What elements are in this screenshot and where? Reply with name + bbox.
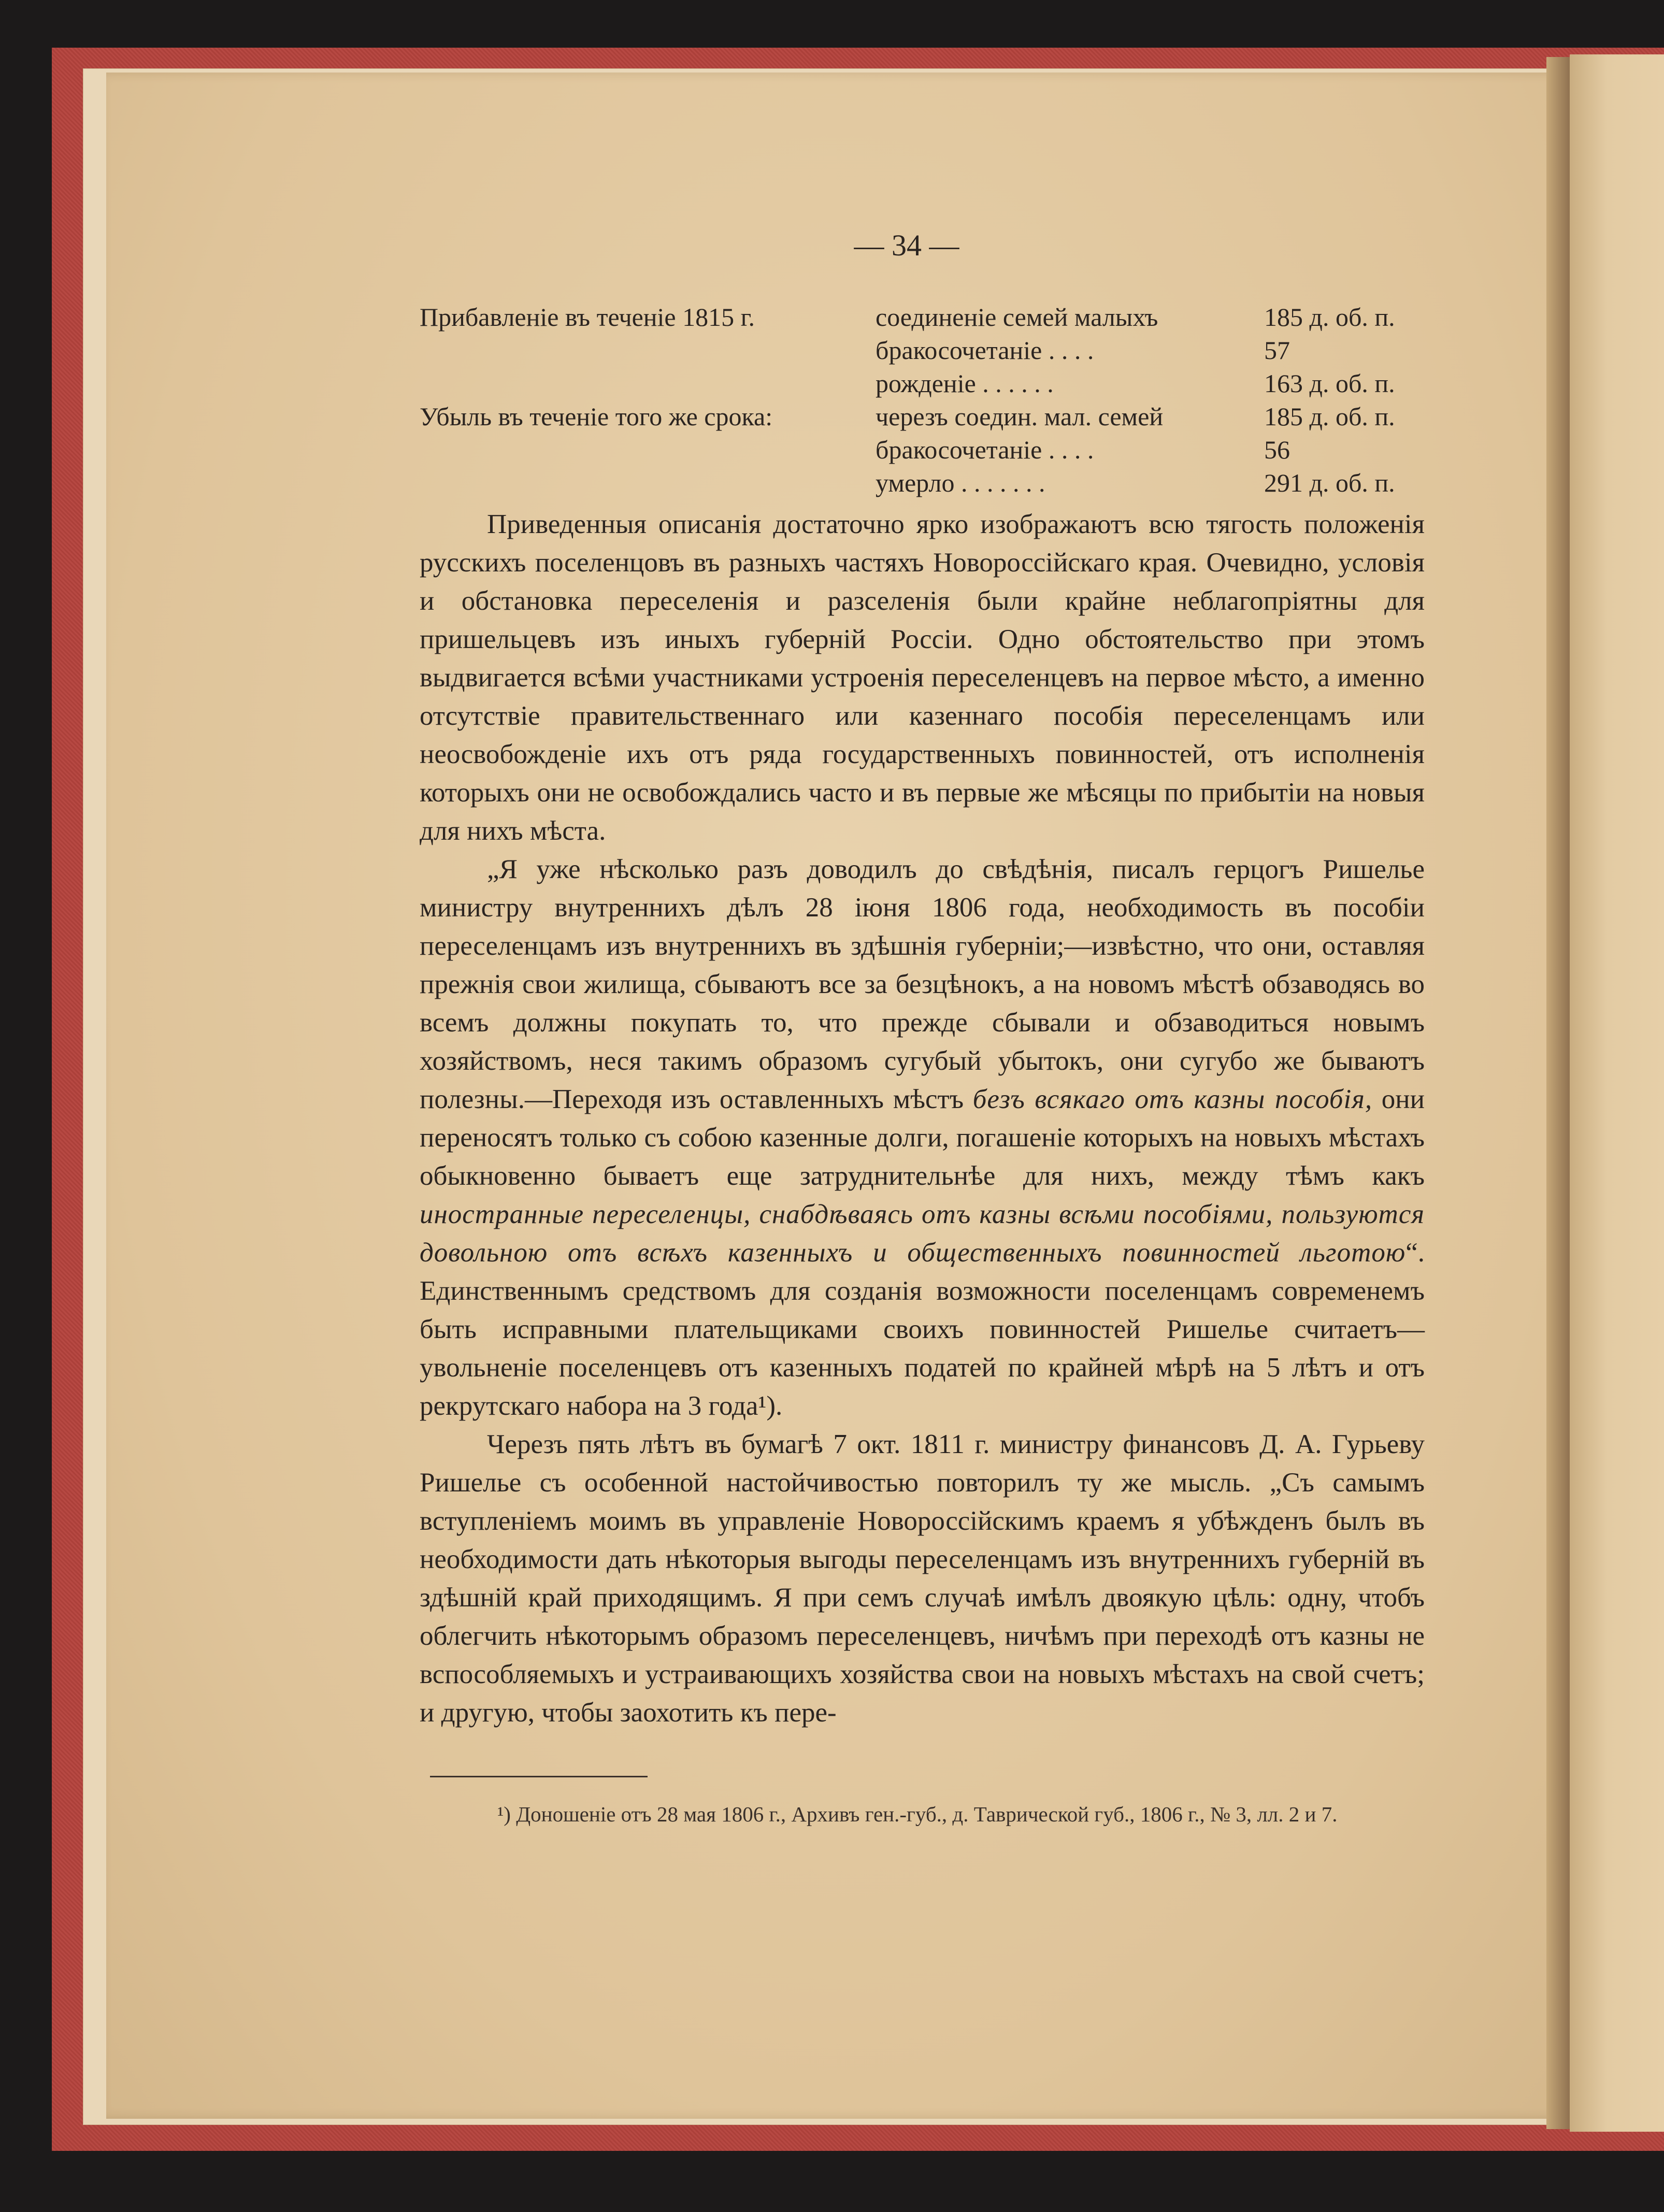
paragraph-1: Приведенныя описанія достаточно ярко изображаютъ всю тягость положенія русскихъ поселенцовъ въ разныхъ частяхъ Новороссійскаго края. Очевидно, условія и обстановка переселенія и разселенія были крайне неблагопріятны для пришельцевъ изъ иныхъ губерній Россіи. Одно обстоятельство при этомъ выдвигается всѣми участниками устроенія переселенцевъ на первое мѣсто, а именно отсутствіе правительственнаго или казеннаго пособія переселенцамъ или неосвобожденіе ихъ отъ ряда государственныхъ повинностей, отъ исполненія которыхъ они не освобождались часто и въ первые же мѣсяцы по прибытіи на новыя для нихъ мѣста.	[420, 509, 1425, 846]
row-value: 185 д. об. п.	[1264, 303, 1395, 332]
quote-emphasis-1: безъ всякаго отъ казны пособія,	[972, 1084, 1373, 1114]
row-value: 56	[1264, 435, 1290, 464]
footnote-ref: ¹).	[758, 1391, 783, 1421]
row-item: умерло . . . . . . .	[876, 468, 1045, 497]
table-row	[420, 400, 1425, 433]
row-value: 163 д. об. п.	[1264, 369, 1395, 398]
table-row	[420, 334, 1425, 367]
row-item: бракосочетаніе . . . .	[876, 336, 1094, 365]
row-label: Убыль въ теченіе того же срока:	[420, 402, 773, 431]
row-item: рожденіе . . . . . .	[876, 369, 1054, 398]
row-value: 185 д. об. п.	[1264, 402, 1395, 431]
row-label	[420, 466, 876, 499]
quote-part-a: „Я уже нѣсколько разъ доводилъ до свѣдѣнія, писалъ герцогъ Ришелье министру внутреннихъ дѣлъ 28 іюня 1806 года, необходимость въ пособіи переселенцамъ изъ внутреннихъ въ здѣшнія губерніи;—извѣстно, что они, оставляя прежнія свои жилища, сбываютъ все за безцѣнокъ, а на новомъ мѣстѣ обзаводясь во всемъ должны покупать то, что прежде сбывали и обзаводиться новымъ хозяйствомъ, неся такимъ образомъ сугубый убытокъ, они сугубо же бываютъ полезны.—Переходя изъ оставленныхъ мѣстъ	[420, 854, 1425, 1114]
statistics-table	[420, 300, 1425, 499]
table-row	[420, 466, 1425, 499]
row-item: соединеніе семей малыхъ	[876, 303, 1158, 332]
paragraph-3: Черезъ пять лѣтъ въ бумагѣ 7 окт. 1811 г. министру финансовъ Д. А. Гурьеву Ришелье съ особенной настойчивостью повторилъ ту же мысль. „Съ самымъ вступленіемъ моимъ въ управленіе Новороссійскимъ краемъ я убѣжденъ былъ въ необходимости дать нѣкоторыя выгоды переселенцамъ изъ внутреннихъ губерній въ здѣшній край приходящимъ. Я при семъ случаѣ имѣлъ двоякую цѣль: одну, чтобъ облегчить нѣкоторымъ образомъ переселенцевъ, ничѣмъ при переходѣ отъ казны не вспособляемыхъ и устраивающихъ хозяйства свои на новыхъ мѣстахъ на свой счетъ; и другую, чтобы заохотить къ пере-	[420, 1429, 1425, 1728]
book-gutter	[1546, 57, 1570, 2129]
row-label: Прибавленіе въ теченіе 1815 г.	[420, 303, 755, 332]
quote-part-c: “. Единственнымъ средствомъ для созданія возможности поселенцамъ современемъ быть исправными плательщиками своихъ повинностей Ришелье считаетъ—увольненіе поселенцевъ отъ казенныхъ податей по крайней мѣрѣ на 5 лѣтъ и отъ рекрутскаго набора на 3 года	[420, 1238, 1425, 1421]
facing-page	[1570, 54, 1664, 2132]
row-item: черезъ соедин. мал. семей	[876, 402, 1164, 431]
row-label	[420, 367, 876, 400]
page-number: — 34 —	[854, 228, 959, 262]
paragraph-2	[420, 850, 1425, 1425]
footnote	[430, 1798, 1425, 1831]
quote-emphasis-2: иностранные переселенцы, снабдѣваясь отъ казны всѣми пособіями, пользуются довольною отъ всѣхъ казенныхъ и общественныхъ повинностей льготою	[420, 1199, 1425, 1268]
footnote-text: ¹) Доношеніе отъ 28 мая 1806 г., Архивъ ген.-губ., д. Таврической губ., 1806 г., № 3, лл. 2 и 7.	[497, 1802, 1338, 1826]
table-row	[420, 433, 1425, 466]
table-row	[420, 367, 1425, 400]
row-label	[420, 433, 876, 466]
row-value: 291 д. об. п.	[1264, 468, 1395, 497]
body-text	[420, 505, 1425, 1732]
footnote-divider	[430, 1776, 648, 1777]
quote-part-b: они переносятъ только съ собою казенные долги, погашеніе которыхъ на новыхъ мѣстахъ обыкновенно бываетъ еще затруднительнѣе для нихъ, между тѣмъ какъ	[420, 1084, 1425, 1191]
table-row	[420, 300, 1425, 334]
row-value: 57	[1264, 336, 1290, 365]
row-label	[420, 334, 876, 367]
row-item: бракосочетаніе . . . .	[876, 435, 1094, 464]
